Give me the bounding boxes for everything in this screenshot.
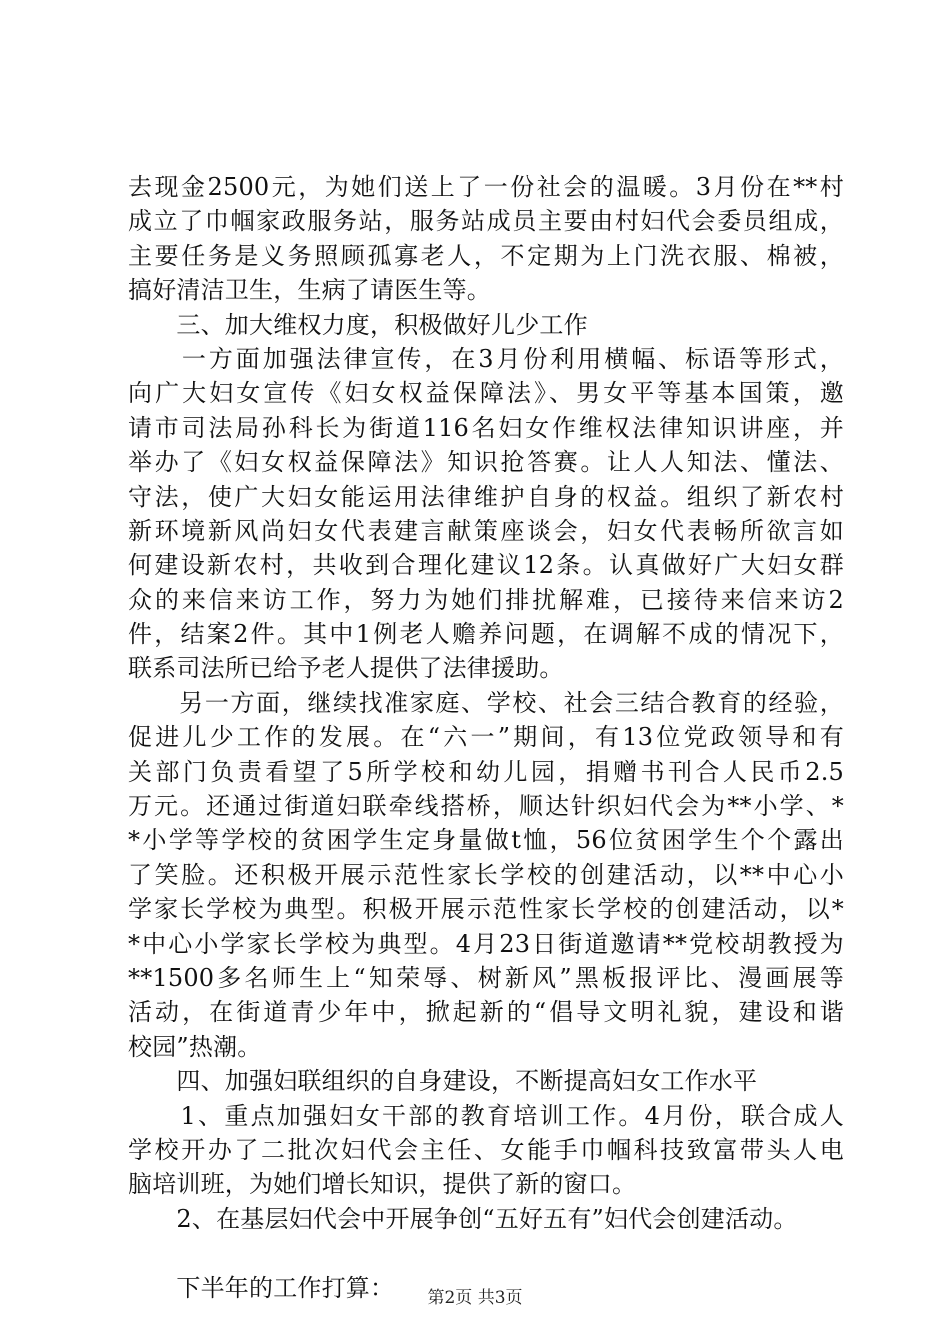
text-line: 脑培训班，为她们增长知识，提供了新的窗口。 (128, 1170, 637, 1199)
body-text (128, 170, 844, 1305)
text-line: 件，结案2件。其中1例老人赡养问题，在调解不成的情况下， (128, 620, 844, 649)
text-line: 去现金2500元，为她们送上了一份社会的温暖。3月份在**村 (128, 173, 844, 201)
text-line: 1、重点加强妇女干部的教育培训工作。4月份，联合成人 (128, 1101, 844, 1130)
text-line: 另一方面，继续找准家庭、学校、社会三结合教育的经验， (128, 688, 844, 717)
text-line: 请市司法局孙科长为街道116名妇女作维权法律知识讲座，并 (128, 413, 844, 442)
text-line: *中心小学家长学校为典型。4月23日街道邀请**党校胡教授为 (128, 929, 844, 958)
text-line: **1500多名师生上“知荣辱、树新风”黑板报评比、漫画展等 (128, 963, 844, 992)
text-line: 下半年的工作打算： (128, 1273, 395, 1302)
text-line: 学校开办了二批次妇代会主任、女能手巾帼科技致富带头人电 (128, 1135, 844, 1164)
text-line: 守法，使广大妇女能运用法律维护自身的权益。组织了新农村 (128, 482, 844, 511)
text-line: 活动，在街道青少年中，掀起新的“倡导文明礼貌，建设和谐 (128, 998, 844, 1027)
text-line: 主要任务是义务照顾孤寡老人，不定期为上门洗衣服、棉被， (128, 241, 844, 270)
text-line: 众的来信来访工作，努力为她们排扰解难，已接待来信来访2 (128, 585, 844, 614)
text-line: 万元。还通过街道妇联牵线搭桥，顺达针织妇代会为**小学、* (128, 792, 844, 821)
text-line: 学家长学校为典型。积极开展示范性家长学校的创建活动，以* (128, 895, 844, 924)
text-line: 校园”热潮。 (128, 1032, 262, 1061)
text-line: 成立了巾帼家政服务站，服务站成员主要由村妇代会委员组成， (128, 207, 844, 236)
text-line: 了笑脸。还积极开展示范性家长学校的创建活动，以**中心小 (128, 860, 844, 889)
text-line: 举办了《妇女权益保障法》知识抢答赛。让人人知法、懂法、 (128, 448, 844, 477)
text-line: 搞好清洁卫生，生病了请医生等。 (128, 276, 491, 305)
text-line: 促进儿少工作的发展。在“六一”期间，有13位党政领导和有 (128, 723, 844, 752)
text-line: 何建设新农村，共收到合理化建议12条。认真做好广大妇女群 (128, 551, 844, 580)
page-number: 第2页 共3页 (427, 1288, 523, 1308)
text-line: 向广大妇女宣传《妇女权益保障法》、男女平等基本国策，邀 (128, 379, 844, 408)
text-line: 2、在基层妇代会中开展争创“五好五有”妇代会创建活动。 (128, 1204, 798, 1233)
text-line: 新环境新风尚妇女代表建言献策座谈会，妇女代表畅所欲言如 (128, 516, 844, 545)
text-line: 一方面加强法律宣传，在3月份利用横幅、标语等形式， (128, 344, 844, 373)
blank-line (128, 1236, 844, 1270)
section-heading: 三、加大维权力度，积极做好儿少工作 (128, 310, 588, 339)
text-line: *小学等学校的贫困学生定身量做t恤，56位贫困学生个个露出 (128, 826, 844, 855)
text-line: 关部门负责看望了5所学校和幼儿园，捐赠书刊合人民币2.5 (128, 757, 844, 786)
section-heading: 四、加强妇联组织的自身建设，不断提高妇女工作水平 (128, 1067, 758, 1096)
text-line: 联系司法所已给予老人提供了法律援助。 (128, 654, 564, 683)
